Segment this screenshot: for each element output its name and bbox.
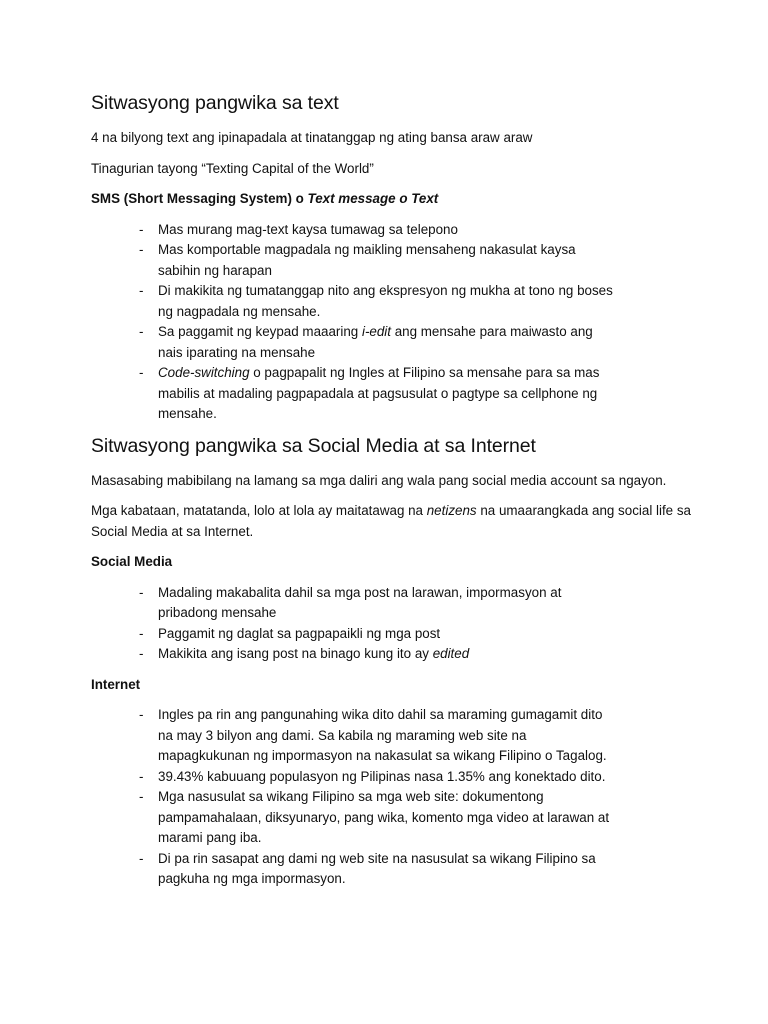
list-item: - 39.43% kabuuang populasyon ng Pilipinas nasa 1.35% ang konektado dito. xyxy=(91,767,618,788)
sms-lead: SMS (Short Messaging System) o xyxy=(91,191,308,206)
list-item: - Madaling makabalita dahil sa mga post na larawan, impormasyon at pribadong mensahe xyxy=(91,583,618,624)
list-item: - Paggamit ng daglat sa pagpapaikli ng mga post xyxy=(91,624,618,645)
list-item: - Ingles pa rin ang pangunahing wika dito dahil sa maraming gumagamit dito na may 3 bilyon ang dami. Sa kabila ng maraming web site na mapagkukunan ng impormasyon na nakasulat sa wikang Filipino o Tagalog. xyxy=(91,705,618,767)
subheading-social-media: Social Media xyxy=(91,554,173,569)
social-media-list xyxy=(91,583,708,665)
list-item: - Di pa rin sasapat ang dami ng web site na nasusulat sa wikang Filipino sa pagkuha ng mga impormasyon. xyxy=(91,849,618,890)
section-heading-text: Sitwasyong pangwika sa text xyxy=(91,92,339,114)
list-item: - Di makikita ng tumatanggap nito ang ekspresyon ng mukha at tono ng boses ng nagpadala ng mensahe. xyxy=(91,281,618,322)
paragraph-text-volume: 4 na bilyong text ang ipinapadala at tinatanggap ng ating bansa araw araw xyxy=(91,130,533,145)
subheading-internet: Internet xyxy=(91,676,141,692)
subheading-sms xyxy=(91,189,708,210)
list-item: - Code-switching o pagpapalit ng Ingles at Filipino sa mensahe para sa mas mabilis at madaling pagpapadala at pagsusulat o pagtype sa cellphone ng mensahe. xyxy=(91,363,618,425)
list-item: - Makikita ang isang post na binago kung ito ay edited xyxy=(91,644,618,665)
sms-list xyxy=(91,220,708,425)
section-heading-social-media: Sitwasyong pangwika sa Social Media at sa Internet xyxy=(91,434,536,457)
paragraph-texting-capital: Tinagurian tayong “Texting Capital of the World” xyxy=(91,160,374,176)
paragraph-netizens: Mga kabataan, matatanda, lolo at lola ay maitatawag na netizens na umaarangkada ang social life sa Social Media at sa Internet. xyxy=(91,503,691,539)
list-item: - Sa paggamit ng keypad maaaring i-edit ang mensahe para maiwasto ang nais iparating na mensahe xyxy=(91,322,618,363)
paragraph-social-media-accounts: Masasabing mabibilang na lamang sa mga daliri ang wala pang social media account sa ngayon. xyxy=(91,472,667,488)
list-item: - Mas komportable magpadala ng maikling mensaheng nakasulat kaysa sabihin ng harapan xyxy=(91,240,618,281)
list-item: - Mga nasusulat sa wikang Filipino sa mga web site: dokumentong pampamahalaan, diksyunaryo, pang wika, komento mga video at larawan at marami pang iba. xyxy=(91,787,618,849)
list-item: - Mas murang mag-text kaysa tumawag sa telepono xyxy=(91,220,618,241)
internet-list xyxy=(91,705,708,890)
sms-emphasis: Text message o Text xyxy=(307,191,439,206)
